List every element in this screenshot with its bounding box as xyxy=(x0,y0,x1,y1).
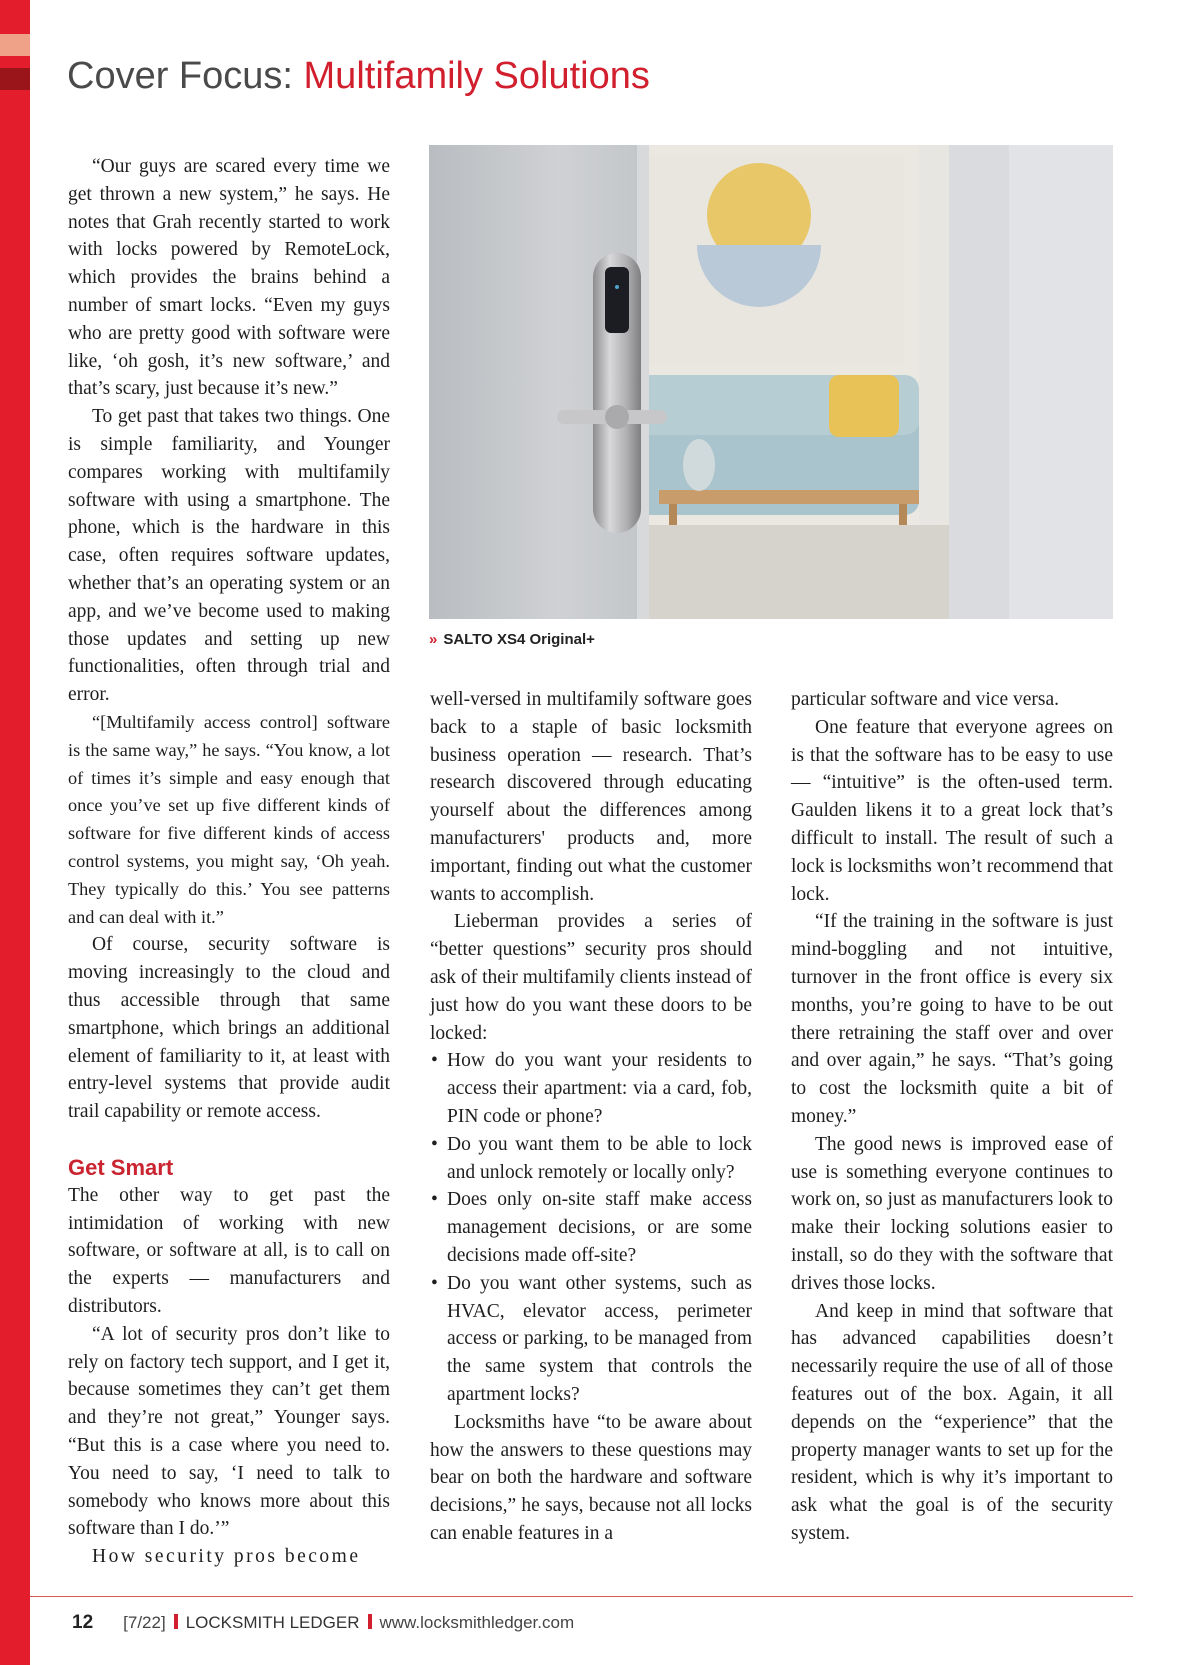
glass-vase xyxy=(683,439,715,491)
page-header xyxy=(67,52,650,100)
paragraph: Locksmiths have “to be aware about how the answers to these questions may bear on both the hardware and software decisions,” he says, because not all locks can enable features in a xyxy=(430,1411,752,1544)
website-url[interactable]: www.locksmithledger.com xyxy=(379,1613,575,1632)
sofa-cushion xyxy=(829,375,899,437)
bullet-icon: • xyxy=(431,1133,438,1155)
paragraph: “If the training in the software is just mind-boggling and not intuitive, turnover in the front office is every six months, you’re going to have to be out there retraining the staff over and over and over again,” he says. “That’s going to cost the locksmith quite a bit of money.” xyxy=(791,911,1113,1127)
paragraph: well-versed in multifamily software goes back to a staple of basic locksmith business operation — research. That’s research discovered through educating yourself about the differences among manufacturers' products and, more important, finding out what the customer wants to accomplish. xyxy=(430,689,752,905)
bullet-icon: • xyxy=(431,1189,438,1211)
page-footer xyxy=(72,1612,574,1634)
question-list xyxy=(430,1047,752,1408)
paragraph: Of course, security software is moving increasingly to the cloud and thus accessible through that same smartphone, which brings an additional element of familiarity to it, at least with entry-level systems that provide audit trail capability or remote access. xyxy=(68,934,390,1123)
header-prefix: Cover Focus: xyxy=(67,55,304,97)
door-frame-edge xyxy=(1009,145,1113,619)
coffee-table xyxy=(659,490,919,504)
paragraph: “A lot of security pros don’t like to rely on factory tech support, and I get it, because sometimes they can’t get them and they’re not great,” Younger says. “But this is a case where you need to. You need to say, ‘I need to talk to somebody who knows more about this software than I do.’” xyxy=(68,1323,390,1540)
product-photo xyxy=(429,145,1113,619)
paragraph: To get past that takes two things. One is simple familiarity, and Younger compares working with multifamily software with using a smartphone. The phone, which is the hardware in this case, often requires software updates, whether that’s an operating system or an app, and we’ve become used to making those updates and setting up new functionalities, often through trial and error. xyxy=(68,406,390,706)
paragraph: And keep in mind that software that has advanced capabilities doesn’t necessarily require the use of all of those features out of the box. Again, it all depends on the “experience” that the property manager wants to set up for the resident, which is why it’s important to ask what the goal is of the security system. xyxy=(791,1300,1113,1544)
list-item xyxy=(430,1131,752,1187)
bullet-icon: • xyxy=(431,1272,438,1294)
list-item xyxy=(430,1186,752,1269)
list-item-text: How do you want your residents to access their apartment: via a card, fob, PIN code or phone? xyxy=(447,1050,752,1127)
double-chevron-right-icon: » xyxy=(429,631,438,648)
paragraph: One feature that everyone agrees on is that the software has to be easy to use — “intuitive” is the often-used term. Gaulden likens it to a great lock that’s difficult to install. The result of such a lock is locksmiths won’t recommend that lock. xyxy=(791,716,1113,905)
list-item-text: Do you want other systems, such as HVAC, elevator access, perimeter access or parking, to be managed from the same system that controls the apartment locks? xyxy=(447,1272,752,1405)
list-item-text: Does only on-site staff make access management decisions, or are some decisions made off-site? xyxy=(447,1189,752,1266)
list-item-text: Do you want them to be able to lock and unlock remotely or locally only? xyxy=(447,1133,752,1183)
side-tab-light xyxy=(0,34,30,56)
card-reader-panel xyxy=(605,267,629,333)
handle-rose xyxy=(605,405,629,429)
footer-divider xyxy=(368,1614,372,1629)
issue-date: [7/22] xyxy=(123,1613,166,1632)
paragraph: “Our guys are scared every time we get thrown a new system,” he says. He notes that Grah recently started to work with locks powered by RemoteLock, which provides the brains behind a number of smart locks. “Even my guys who are pretty good with software were like, ‘oh gosh, it’s new software,’ and that’s scary, just because it’s new.” xyxy=(68,156,390,400)
column-a xyxy=(68,153,390,1571)
footer-rule xyxy=(30,1596,1133,1597)
side-tab-dark xyxy=(0,68,30,90)
column-c xyxy=(791,686,1113,1548)
list-item xyxy=(430,1270,752,1409)
reader-led xyxy=(615,285,619,289)
paragraph: How security pros become xyxy=(92,1546,361,1568)
paragraph: Lieberman provides a series of “better questions” security pros should ask of their multifamily clients instead of just how do you want these doors to be locked: xyxy=(430,911,752,1044)
column-b xyxy=(430,686,752,1548)
caption-text: SALTO XS4 Original+ xyxy=(443,631,595,648)
paragraph: The good news is improved ease of use is something everyone continues to work on, so just as manufacturers look to make their locking solutions easier to install, so do they with the software that drives those locks. xyxy=(791,1133,1113,1294)
footer-divider xyxy=(174,1614,178,1629)
red-side-bar xyxy=(0,0,30,1665)
list-item xyxy=(430,1047,752,1130)
figure-caption xyxy=(429,631,595,648)
magazine-name: LOCKSMITH LEDGER xyxy=(185,1613,360,1632)
subhead-get-smart: Get Smart xyxy=(68,1154,174,1180)
header-title: Multifamily Solutions xyxy=(303,55,650,97)
page-number: 12 xyxy=(72,1612,94,1633)
paragraph: The other way to get past the intimidation of working with new software, or software at all, is to call on the experts — manufacturers and distributors. xyxy=(68,1184,390,1318)
paragraph: particular software and vice versa. xyxy=(791,689,1059,710)
salto-lock-illustration xyxy=(429,145,1113,619)
bullet-icon: • xyxy=(431,1050,438,1072)
paragraph: “[Multifamily access control] software is the same way,” he says. “You know, a lot of times it’s simple and easy enough that once you’ve set up five different kinds of software for five different kinds of access control systems, you might say, ‘Oh yeah. They typically do this.’ You see patterns and can deal with it.” xyxy=(68,711,390,927)
